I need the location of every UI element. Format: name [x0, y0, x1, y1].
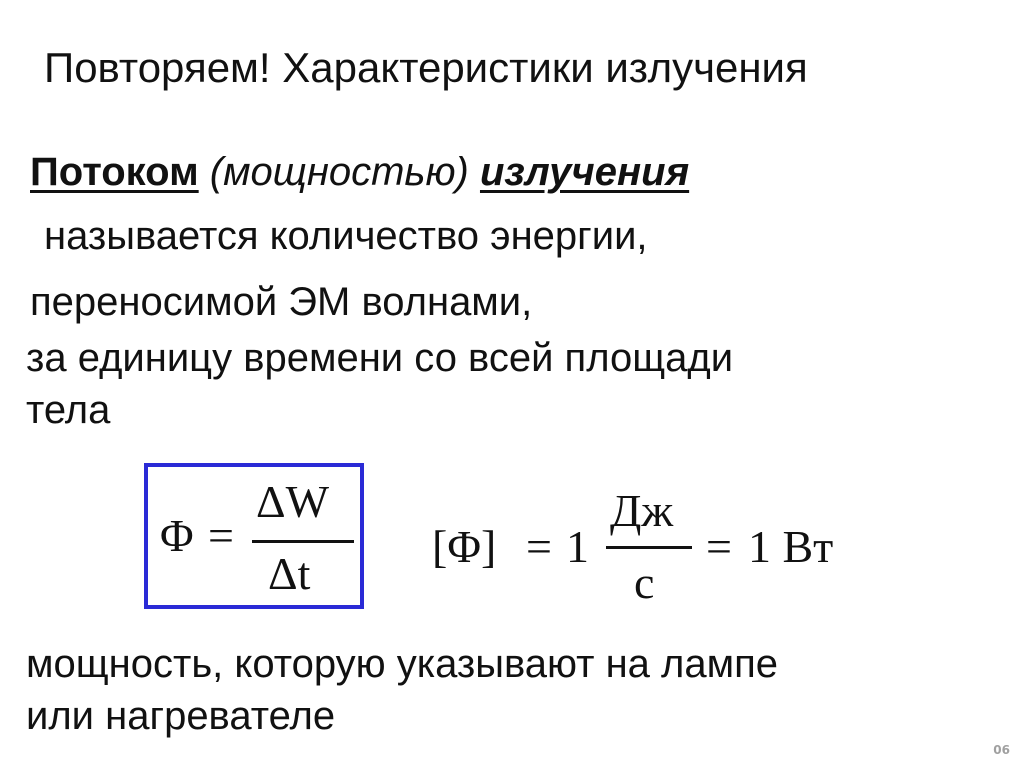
unit-denominator: с — [634, 557, 655, 608]
definition-line-3: переносимой ЭМ волнами, — [30, 280, 533, 324]
unit-fraction-bar — [606, 546, 692, 549]
note-line-1: мощность, которую указывают на лампе — [26, 642, 779, 686]
definition-line-4: за единицу времени со всей площади — [26, 336, 734, 380]
formula-eq: = — [208, 510, 234, 561]
slide-title: Повторяем! Характеристики излучения — [44, 44, 808, 91]
page-number: 06 — [993, 743, 1010, 757]
unit-numerator: Дж — [610, 485, 674, 536]
unit-lhs: [Φ] — [432, 521, 497, 572]
definition-line-1 — [30, 148, 689, 196]
note-line-2: или нагревателе — [26, 694, 336, 738]
formula-numerator: ΔW — [256, 476, 329, 527]
definition-line-2: называется количество энергии, — [44, 214, 648, 258]
unit-result: 1 Вт — [748, 521, 834, 572]
definition-line-5: тела — [26, 388, 111, 432]
term-flux: Потоком — [30, 150, 199, 194]
formula-lhs: Φ — [160, 510, 194, 561]
term-power: (мощностью) — [209, 150, 469, 194]
unit-one: 1 — [566, 521, 589, 572]
formula-box — [144, 463, 364, 609]
term-radiation: излучения — [479, 150, 690, 194]
unit-eq-2: = — [706, 521, 732, 572]
formula-fraction-bar — [252, 540, 354, 543]
formula-denominator: Δt — [268, 548, 311, 599]
unit-eq-1: = — [526, 521, 552, 572]
